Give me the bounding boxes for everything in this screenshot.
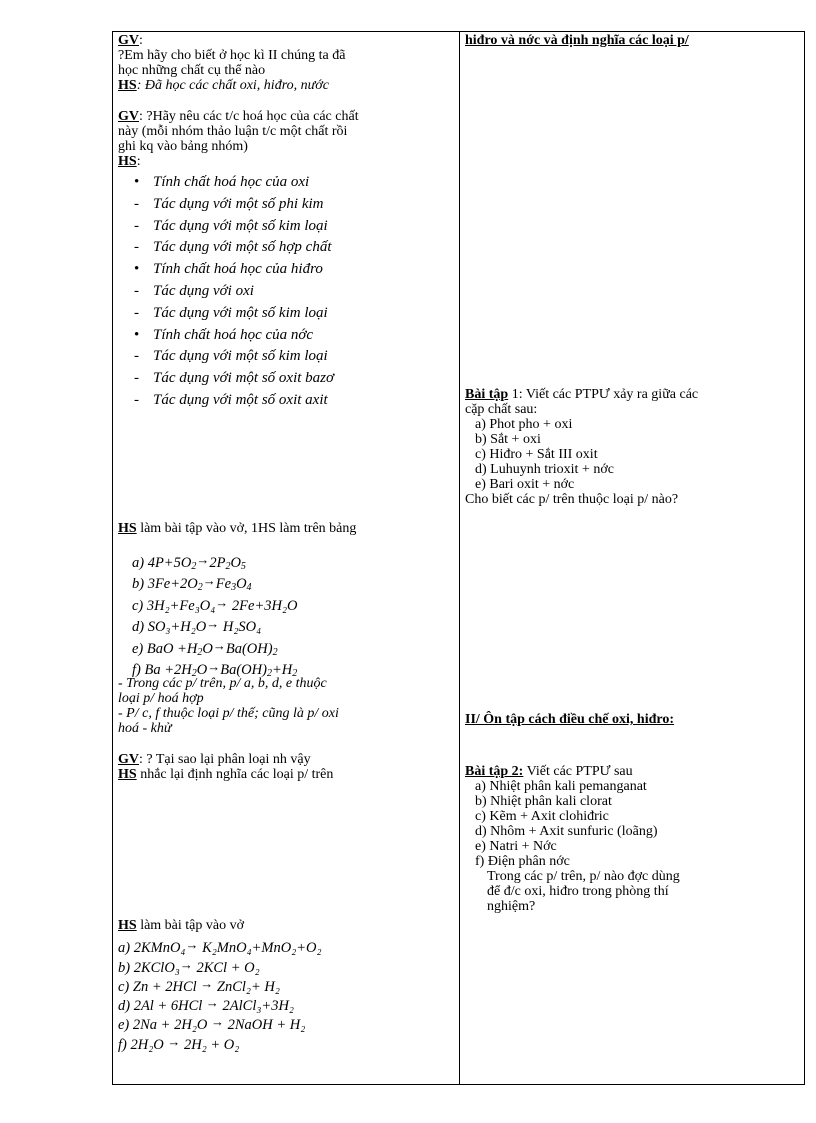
- hs-colon: :: [136, 154, 141, 169]
- gv-question-2: [118, 109, 454, 124]
- hs-exercise-text: làm bài tập vào vở, 1HS làm trên bảng: [136, 520, 357, 536]
- exercise-2-title: [465, 764, 799, 779]
- gv-label: GV: [118, 33, 139, 48]
- exercise-text: 1: Viết các PTPƯ xảy ra giữa các: [508, 387, 699, 402]
- hs-label: HS: [118, 918, 137, 934]
- list-item: e) Bari oxit + nớc: [475, 477, 575, 492]
- reaction-item: e) 2Na + 2H₂O → 2NaOH + H₂: [118, 1014, 306, 1034]
- right-column: [465, 32, 799, 914]
- gv-question-1: [118, 33, 454, 48]
- hs-exercise-text: làm bài tập vào vở: [136, 918, 245, 934]
- hs-answer-1: [118, 78, 454, 93]
- list-item: a) Phot pho + oxi: [475, 417, 573, 432]
- list-item: c) Hiđro + Sắt III oxit: [475, 447, 598, 462]
- section-heading: hiđro và nớc và định nghĩa các loại p/: [465, 33, 689, 48]
- exercise-question: nghiệm?: [487, 899, 536, 914]
- list-item: • Tính chất hoá học của nớc: [134, 326, 314, 343]
- list-item: b) Nhiệt phân kali clorat: [475, 794, 612, 809]
- hs-label: HS: [118, 520, 137, 536]
- question-line: ?Em hãy cho biết ở học kì II chúng ta đã: [118, 48, 346, 63]
- exercise-question: Cho biết các p/ trên thuộc loại p/ nào?: [465, 492, 679, 507]
- exercise-text: Viết các PTPƯ sau: [523, 764, 633, 779]
- list-item: d) Nhôm + Axit sunfuric (loãng): [475, 824, 658, 839]
- gv-question-3: [118, 752, 454, 767]
- exercise-1-items: [465, 417, 799, 492]
- reaction-item: f) 2H₂O → 2H₂ + O₂: [118, 1033, 240, 1053]
- reaction-item: c) Zn + 2HCl → ZnCl₂+ H₂: [118, 975, 280, 995]
- hs-answer-text: : Đã học các chất oxi, hiđro, nước: [136, 78, 329, 93]
- list-item: - Tác dụng với một số kim loại: [134, 348, 328, 365]
- hs-exercise-2: [118, 918, 454, 933]
- hs-answer-text: nhắc lại định nghĩa các loại p/ trên: [136, 767, 334, 783]
- reaction-item: a) 2KMnO₄→ K₂MnO₄+MnO₂+O₂: [118, 937, 322, 957]
- section-heading: II/ Ôn tập cách điều chế oxi, hiđro:: [465, 712, 674, 727]
- question-line: học những chất cụ thể nào: [118, 63, 266, 78]
- classification-line: hoá - khử: [118, 721, 172, 737]
- list-item: f) Điện phân nớc: [475, 854, 570, 869]
- reaction-item: b) $3Fe+2O_2\to Fe_3O_4$: [132, 573, 252, 594]
- exercise-2-items: [465, 779, 799, 869]
- classification-line: loại p/ hoá hợp: [118, 691, 204, 707]
- reaction-item: a) $4P+5O_2\to 2P_2O_5$: [132, 551, 246, 572]
- gv-label: GV: [118, 752, 139, 768]
- hs-label: HS: [118, 154, 137, 169]
- reaction-item: e) BaO $+H_2O\to Ba(OH)_2$: [132, 637, 278, 658]
- reaction-item: b) 2KClO₃→ 2KCl + O₂: [118, 956, 260, 976]
- hs-label: HS: [118, 767, 137, 783]
- lesson-table: [112, 31, 805, 1085]
- hs-exercise-1: [118, 521, 454, 536]
- reaction-item: f) $Ba +2H_2O\to Ba(OH)_2+H_2$: [132, 659, 298, 680]
- exercise-2: [465, 764, 799, 914]
- list-item: - Tác dụng với một số phi kim: [134, 195, 324, 212]
- list-item: - Tác dụng với một số hợp chất: [134, 239, 332, 256]
- exercise-label: Bài tập: [465, 387, 509, 402]
- gv-colon: :: [139, 33, 143, 48]
- question-line: ghi kq vào bảng nhóm): [118, 139, 248, 154]
- reaction-list: [118, 551, 454, 680]
- list-item: e) Natri + Nớc: [475, 839, 557, 854]
- column-divider: [459, 32, 460, 1084]
- list-item: • Tính chất hoá học của oxi: [134, 174, 310, 190]
- classification-line: - P/ c, f thuộc loại p/ thế; cũng là p/ oxi: [118, 706, 339, 722]
- exercise-question: để đ/c oxi, hiđro trong phòng thí: [487, 884, 669, 899]
- exercise-1-title: [465, 387, 799, 402]
- classification-line: - Trong các p/ trên, p/ a, b, d, e thuộc: [118, 676, 327, 692]
- exercise-text: cặp chất sau:: [465, 402, 538, 417]
- reaction-item: c) 3H₂+Fe₃O₄→ 2Fe+3H₂O: [132, 594, 298, 614]
- hs-label-line: [118, 154, 454, 169]
- list-item: d) Luhuynh trioxit + nớc: [475, 462, 614, 477]
- list-item: a) Nhiệt phân kali pemanganat: [475, 779, 647, 794]
- gv-label: GV: [118, 109, 139, 124]
- left-column: [118, 32, 454, 1053]
- hs-label: HS: [118, 78, 137, 93]
- list-item: - Tác dụng với một số kim loại: [134, 217, 328, 234]
- list-item: c) Kẽm + Axit clohiđric: [475, 809, 609, 824]
- question-line: : ? Tại sao lại phân loại nh vậy: [139, 752, 311, 768]
- question-line: : ?Hãy nêu các t/c hoá học của các chất: [139, 109, 359, 124]
- list-item: - Tác dụng với một số oxit axit: [134, 391, 328, 408]
- question-line: này (mỗi nhóm thảo luận t/c một chất rồi: [118, 124, 348, 139]
- exercise-label: Bài tập 2:: [465, 764, 524, 779]
- exercise-question: Trong các p/ trên, p/ nào đợc dùng: [487, 869, 680, 884]
- reaction-item: d) SO₃+H₂O→ H₂SO₄: [132, 616, 262, 636]
- list-item: b) Sắt + oxi: [475, 432, 541, 447]
- list-item: - Tác dụng với một số kim loại: [134, 304, 328, 321]
- preparation-reactions: [118, 937, 454, 1053]
- list-item: - Tác dụng với một số oxit bazơ: [134, 370, 335, 387]
- properties-list: [128, 175, 454, 415]
- reaction-item: d) 2Al + 6HCl → 2AlCl₃+3H₂: [118, 995, 294, 1015]
- hs-answer-3: [118, 767, 454, 782]
- list-item: - Tác dụng với oxi: [134, 282, 254, 299]
- list-item: • Tính chất hoá học của hiđro: [134, 261, 323, 278]
- exercise-1: [465, 387, 799, 507]
